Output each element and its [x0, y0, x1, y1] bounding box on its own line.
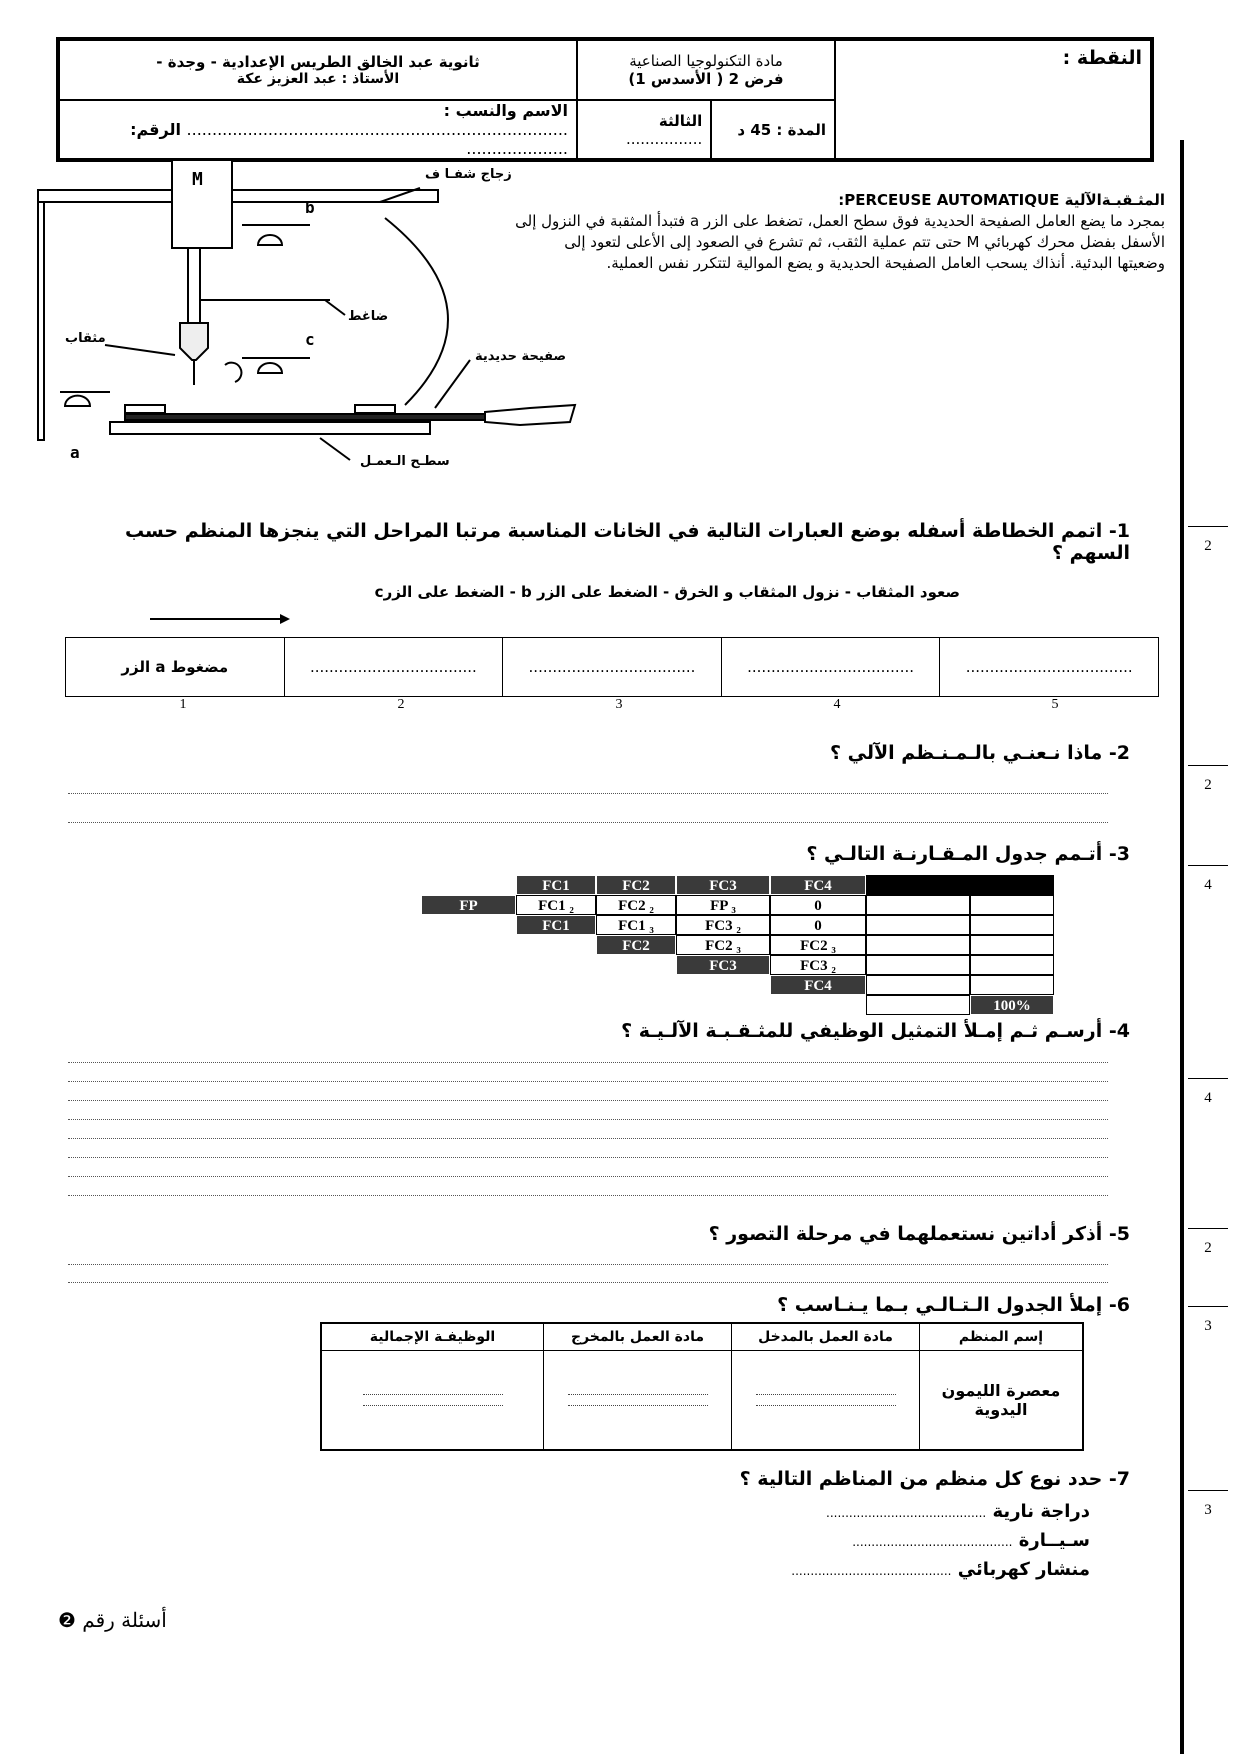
- glass-label: زجاج شفـا ف: [425, 167, 512, 182]
- intro-text: بمجرد ما يضع العامل الصفيحة الحديدية فوق سطح العمل، تضغط على الزر a فتبدأ المثقبة في النزول إلى الأسفل بفضل محرك كهربائي M حتى تتم عملية الثقب، ثم تشرع في الصعود إلى الأعلى لتعود إلى وضعيتها البدئية. أنذاك يسحب العامل الصفيحة الحديدية و يضع الموالية لتتكرر نفس العملية.: [515, 212, 1165, 272]
- q1-arrow: [150, 612, 290, 626]
- teacher-name: الأستاذ : عبد العزيز عكة: [236, 71, 400, 87]
- seq-cell-2[interactable]: ...................................: [284, 638, 503, 697]
- button-a: [65, 396, 90, 406]
- subject-cell: [577, 39, 835, 100]
- steel-sheet: [125, 414, 515, 420]
- level-field[interactable]: ................: [625, 129, 703, 148]
- r2c2: FC1 ₃: [596, 915, 676, 935]
- seq-num-3: 3: [615, 697, 623, 712]
- drill-chuck: [180, 323, 208, 360]
- q4-line-1[interactable]: [68, 1062, 1108, 1063]
- school-cell: [58, 39, 577, 100]
- button-c: [258, 363, 282, 373]
- margin-line: [1180, 140, 1184, 1754]
- col-function: الوظيفـة الإجمالية: [321, 1323, 544, 1351]
- seq-num-1: 1: [179, 697, 187, 712]
- arrow-presser: [325, 300, 345, 315]
- r4-percent[interactable]: [970, 955, 1054, 975]
- q1-phrases: صعود المثقاب - نزول المثقاب و الخرق - الضغط على الزر b - الضغط على الزرc: [374, 583, 960, 601]
- q7-text: 7- حدد نوع كل منظم من المناظم التالية ؟: [739, 1468, 1130, 1490]
- q2-answer-line-1[interactable]: [68, 793, 1108, 794]
- head-fc2: FC2: [596, 875, 676, 895]
- clamp-left: [125, 405, 165, 413]
- hand-shape: [485, 405, 575, 425]
- exam-title: فرض 2 ( الأسدس 1): [628, 70, 784, 88]
- duration: المدة : 45 د: [737, 120, 826, 139]
- col-name: إسم المنظم: [920, 1323, 1084, 1351]
- r3c3: FC2 ₃: [676, 935, 770, 955]
- subject: مادة التكنولوجيا الصناعية: [629, 52, 783, 70]
- seq-num-2: 2: [397, 697, 405, 712]
- frame-column: [38, 190, 44, 440]
- mark-q5: 2: [1188, 1240, 1228, 1257]
- q1-text: 1- اتمم الخطاطة أسفله بوضع العبارات التالية في الخانات المناسبة مرتبا المراحل التي ينجزها المنظم حسب السهم ؟: [124, 520, 1130, 564]
- r1c3: FP ₃: [676, 895, 770, 915]
- r4c4: FC3 ₂: [770, 955, 866, 975]
- duration-cell: [711, 100, 835, 160]
- head-fc3: FC3: [676, 875, 770, 895]
- r1c4: 0: [770, 895, 866, 915]
- sheet-label: صفيحة حديدية: [475, 349, 567, 364]
- head-fc1: FC1: [516, 875, 596, 895]
- level-label: الثالثة: [658, 111, 703, 130]
- work-surface: [110, 422, 430, 434]
- seq-num-5: 5: [1051, 697, 1059, 712]
- school-name: ثانوية عبد الخالق الطريس الإعدادية - وجدة -: [156, 53, 480, 71]
- mark-q6: 3: [1188, 1318, 1228, 1335]
- r3c4: FC2 ₃: [770, 935, 866, 955]
- footer-note: أسئلة رقم ❷: [58, 1608, 167, 1632]
- mark-q2: 2: [1188, 777, 1228, 794]
- spindle: [188, 248, 200, 323]
- seq-cell-3[interactable]: ...................................: [503, 638, 722, 697]
- q3-text: 3- أتـمم جدول المـقـارنـة التالـي ؟: [806, 843, 1130, 865]
- q4-line-2[interactable]: [68, 1081, 1108, 1082]
- mark-q4: 4: [1188, 1090, 1228, 1107]
- q4-line-7[interactable]: [68, 1176, 1108, 1177]
- name-field[interactable]: ...........................................................................: [186, 120, 568, 139]
- q4-line-8[interactable]: [68, 1195, 1108, 1196]
- head-black-2: [970, 875, 1054, 895]
- grade-label: النقطة :: [1062, 47, 1142, 69]
- r2c4: 0: [770, 915, 866, 935]
- input-answer[interactable]: [732, 1351, 920, 1451]
- intro-title: المثـقبـةالآلية PERCEUSE AUTOMATIQUE:: [838, 191, 1165, 209]
- motor-label: M: [192, 169, 203, 190]
- q7-dots-1[interactable]: ..........................................: [826, 1506, 987, 1520]
- r5-score[interactable]: [866, 975, 970, 995]
- name-number-cell[interactable]: [58, 100, 577, 160]
- frame-beam: [38, 190, 438, 202]
- q7-item-car: سـيــارة ..........................................: [852, 1530, 1090, 1551]
- clamp-right: [355, 405, 395, 413]
- arrow-surface: [320, 438, 350, 460]
- number-field[interactable]: ....................: [466, 139, 568, 158]
- mark-q1: 2: [1188, 538, 1228, 555]
- header-table: [56, 37, 1154, 162]
- q2-text: 2- ماذا نـعنـي بالـمـنـظم الآلي ؟: [829, 742, 1130, 764]
- rotation-arrow: [225, 363, 241, 382]
- total-score[interactable]: [866, 995, 970, 1015]
- r1c1: FC1 ₂: [516, 895, 596, 915]
- q4-line-6[interactable]: [68, 1157, 1108, 1158]
- seq-cell-1: الزر a مضغوط: [66, 638, 285, 697]
- q7-item-motorbike: دراجة نارية ..........................................: [826, 1501, 1090, 1522]
- grade-cell: [835, 39, 1152, 160]
- q5-text: 5- أذكر أداتين نستعملهما في مرحلة التصور ؟: [708, 1223, 1130, 1245]
- r3-score[interactable]: [866, 935, 970, 955]
- r1-percent[interactable]: [970, 895, 1054, 915]
- col-input: مادة العمل بالمدخل: [732, 1323, 920, 1351]
- glass-shield: [385, 218, 448, 405]
- q5-line-1[interactable]: [68, 1264, 1108, 1265]
- seq-cell-4[interactable]: ...................................: [721, 638, 940, 697]
- q4-line-3[interactable]: [68, 1100, 1108, 1101]
- function-answer[interactable]: [321, 1351, 544, 1451]
- drill-label: مثقاب: [65, 331, 106, 346]
- r1-score[interactable]: [866, 895, 970, 915]
- r5-percent[interactable]: [970, 975, 1054, 995]
- q6-text: 6- إملأ الجدول الـتـالـي بـما يـنـاسب ؟: [777, 1294, 1130, 1316]
- total-percent: 100%: [970, 995, 1054, 1015]
- row-fc4: FC4: [770, 975, 866, 995]
- arrow-drill: [105, 345, 175, 355]
- r2-score[interactable]: [866, 915, 970, 935]
- regulator-table: [320, 1322, 1084, 1451]
- q7-dots-2[interactable]: ..........................................: [852, 1535, 1013, 1549]
- row-fc1: FC1: [516, 915, 596, 935]
- seq-cell-5[interactable]: ...................................: [940, 638, 1159, 697]
- surface-label: سطـح الـعمـل: [360, 454, 450, 469]
- output-answer[interactable]: [544, 1351, 732, 1451]
- r2c3: FC3 ₂: [676, 915, 770, 935]
- presser-label: ضاغط: [348, 309, 389, 324]
- sequence-table: [65, 637, 1159, 697]
- q5-line-2[interactable]: [68, 1282, 1108, 1283]
- q4-line-4[interactable]: [68, 1119, 1108, 1120]
- row-fc2: FC2: [596, 935, 676, 955]
- q7-item-saw: منشار كهربائي ..........................................: [791, 1559, 1090, 1580]
- r1c2: FC2 ₂: [596, 895, 676, 915]
- button-a-label: a: [70, 443, 80, 462]
- q7-list: [590, 1498, 1090, 1585]
- mark-q7: 3: [1188, 1502, 1228, 1519]
- q4-line-5[interactable]: [68, 1138, 1108, 1139]
- row-fp: FP: [421, 895, 516, 915]
- r2-percent[interactable]: [970, 915, 1054, 935]
- row-fc3: FC3: [676, 955, 770, 975]
- q2-answer-line-2[interactable]: [68, 822, 1108, 823]
- r4-score[interactable]: [866, 955, 970, 975]
- button-b-label: b: [305, 198, 315, 217]
- col-output: مادة العمل بالمخرج: [544, 1323, 732, 1351]
- arrow-sheet: [435, 360, 470, 408]
- q7-dots-3[interactable]: ..........................................: [791, 1564, 952, 1578]
- head-fc4: FC4: [770, 875, 866, 895]
- name-label: الاسم والنسب :: [443, 101, 568, 120]
- mark-q3: 4: [1188, 877, 1228, 894]
- number-label: الرقم:: [130, 120, 181, 139]
- q4-text: 4- أرسـم ثـم إمـلأ التمثيل الوظيفي للمثـقـبـة الآلـيـة ؟: [621, 1020, 1130, 1042]
- r3-percent[interactable]: [970, 935, 1054, 955]
- row-juicer: معصرة الليمون اليدوية: [920, 1351, 1084, 1451]
- head-black-1: [866, 875, 970, 895]
- button-c-label: c: [305, 330, 315, 349]
- level-cell: [577, 100, 711, 160]
- intro-block: [515, 190, 1165, 274]
- seq-num-4: 4: [833, 697, 841, 712]
- button-b: [258, 235, 282, 245]
